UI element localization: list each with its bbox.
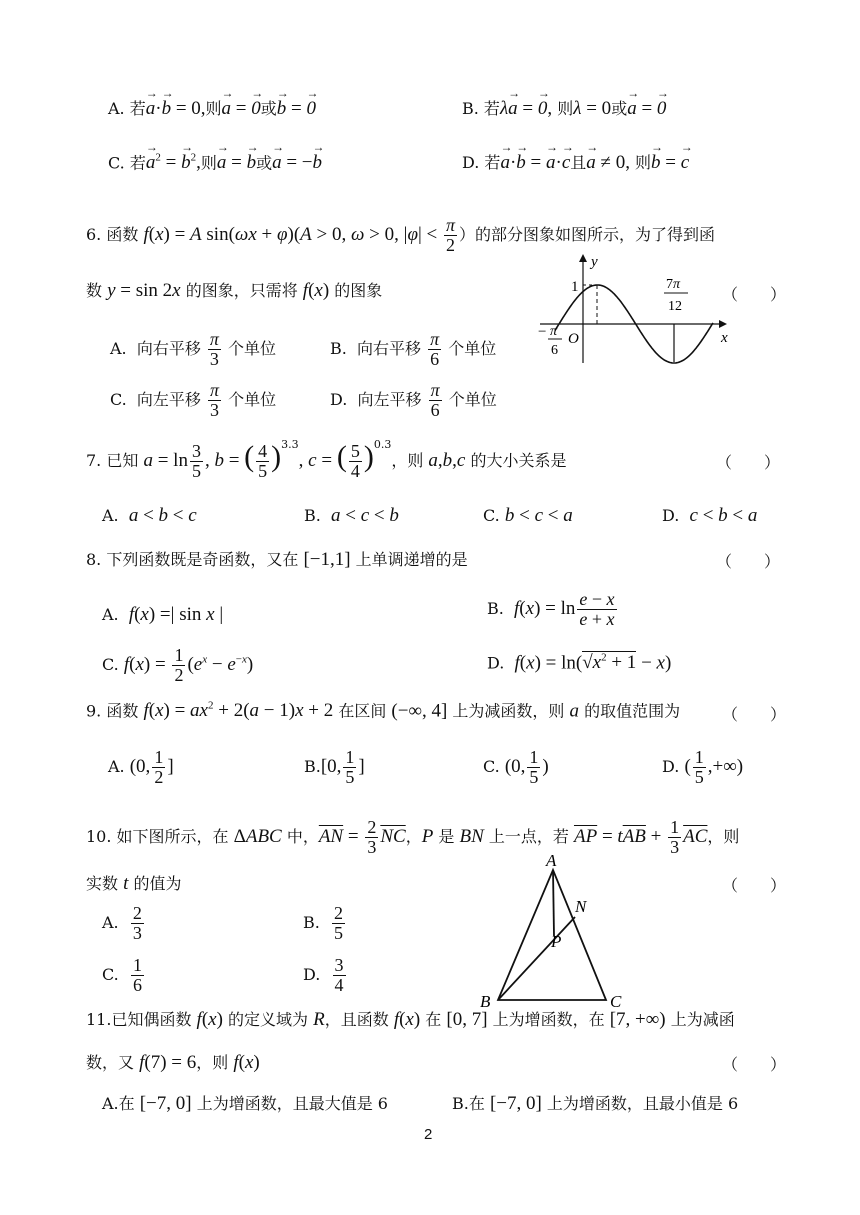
q11-option-b: B.在 [−7, 0] 上为增函数，且最小值是 6 — [452, 1093, 739, 1114]
page-number: 2 — [424, 1126, 433, 1143]
q6-sine-graph — [535, 248, 735, 368]
graph-origin-label: O — [568, 331, 579, 347]
graph-zero-den: 6 — [551, 343, 558, 358]
q11-option-a: A.在 [−7, 0] 上为增函数，且最大值是 6 — [102, 1093, 388, 1114]
graph-peak-label: 1 — [571, 279, 579, 295]
graph-trough-num: 7π — [666, 277, 681, 292]
q10-stem-line1: 10. 如下图所示，在 ΔABC 中，$\overline{AN}$ = $\frac{2}{3}$ $\overline{NC}$，P 是 BN 上一点，若 $\overline{AP} = t\overline{AB}$ + $\frac{1}{3}$ $\overline{AC}$，则 — [86, 817, 740, 857]
q9-option-a: A. (0, $\frac{1}{2}$ ] — [108, 747, 174, 787]
graph-zero-num: π — [550, 324, 558, 339]
q6-option-a: A. 向右平移 $\frac{\pi}{3}$ 个单位 — [110, 329, 277, 369]
graph-trough-den: 12 — [668, 299, 682, 314]
q11-answer-bracket: （ ） — [722, 1055, 787, 1074]
q11-stem-line1: 11.已知偶函数 f(x) 的定义域为 R，且函数 f(x) 在 [0, 7] 上为增函数，在 [7, +∞) 上为减函 — [86, 1009, 735, 1030]
q5-option-a: A. 若→ a·→ b = 0,则→ a = → 0或→ b = → 0 — [108, 98, 316, 121]
q8-option-d: D. $f(x) = \ln(√x^2 + 1 - x)$ — [487, 652, 672, 674]
q8-answer-bracket: （ ） — [716, 552, 781, 571]
q11-stem-line2: 数，又 f(7) = 6，则 f(x) — [86, 1052, 260, 1073]
q7-stem: 7. 已知 a = ln $\frac{3}{5}$ , b = ( $\frac{4}{5}$ )$^{3.3}$, c = ( $\frac{5}{4}$ )$^{0.3}$，则 a,b,c 的大小关系是 — [86, 438, 567, 481]
q7-option-c: C. b < c < a — [483, 505, 573, 526]
point-p-label: P — [551, 932, 562, 951]
q6-option-d: D. 向左平移 $\frac{\pi}{6}$ 个单位 — [330, 380, 497, 420]
q9-option-b: B.[0, $\frac{1}{5}$ ] — [304, 747, 365, 787]
q10-triangle-figure — [476, 850, 636, 1015]
point-n-label: N — [575, 897, 587, 916]
q8-option-c: C. f(x) = $\frac{1}{2}$ $(e^x - e^{-x})$ — [102, 645, 254, 685]
vertex-a-label: A — [546, 851, 557, 870]
q10-answer-bracket: （ ） — [722, 876, 787, 895]
q7-option-d: D. c < b < a — [662, 505, 758, 526]
q9-stem: 9. 函数 $f(x) = ax^2 + 2(a - 1)x + 2$ 在区间 (−∞, 4] 上为减函数，则 a 的取值范围为 — [86, 700, 681, 722]
q10-option-d: D. $\frac{3}{4}$ — [303, 955, 344, 995]
q10-option-c: C. $\frac{1}{6}$ — [102, 955, 142, 995]
q6-stem-line1: 6. 函数 f(x) = A sin(ωx + φ)(A > 0, ω > 0, |φ| < $\frac{\pi}{2}$ ）的部分图象如图所示，为了得到函 — [86, 215, 716, 255]
q9-option-d: D. ( $\frac{1}{5}$ ,+∞) — [662, 747, 744, 787]
q8-option-a: A. f(x) =| sin x | — [102, 604, 224, 625]
q6-stem-line2: 数 y = sin 2x 的图象，只需将 f(x) 的图象 — [86, 280, 383, 301]
q5-option-c: C. 若→ $a^2$ = → $b^2$,则→ a = → b或→ a = −→ b — [108, 152, 322, 175]
graph-y-label: y — [591, 254, 598, 270]
q9-option-c: C. (0, $\frac{1}{5}$ ) — [483, 747, 549, 787]
q7-option-a: A. a < b < c — [102, 505, 197, 526]
graph-x-label: x — [721, 330, 728, 346]
q7-answer-bracket: （ ） — [716, 453, 781, 472]
q9-answer-bracket: （ ） — [722, 705, 787, 724]
vertex-c-label: C — [610, 992, 622, 1011]
q6-answer-bracket: （ ） — [722, 285, 787, 304]
q8-stem: 8. 下列函数既是奇函数，又在 [−1,1] 上单调递增的是 — [86, 549, 468, 570]
graph-zero-minus: − — [538, 324, 547, 340]
q10-option-a: A. $\frac{2}{3}$ — [102, 903, 142, 943]
q7-option-b: B. a < c < b — [304, 505, 399, 526]
q10-stem-line2: 实数 t 的值为 — [86, 873, 182, 894]
vertex-b-label: B — [480, 992, 491, 1011]
q5-option-d: D. 若→ a·→ b = → a·→ c且→ a ≠ 0, 则→ b = → c — [462, 152, 689, 175]
q8-option-b: B. f(x) = ln $\frac{e - x}{e + x}$ — [487, 589, 615, 629]
q6-option-b: B. 向右平移 $\frac{\pi}{6}$ 个单位 — [330, 329, 497, 369]
q10-option-b: B. $\frac{2}{5}$ — [303, 903, 344, 943]
q5-option-b: B. 若λ→ a = → 0, 则λ = 0或→ a = → 0 — [462, 98, 666, 121]
q6-option-c: C. 向左平移 $\frac{\pi}{3}$ 个单位 — [110, 380, 277, 420]
